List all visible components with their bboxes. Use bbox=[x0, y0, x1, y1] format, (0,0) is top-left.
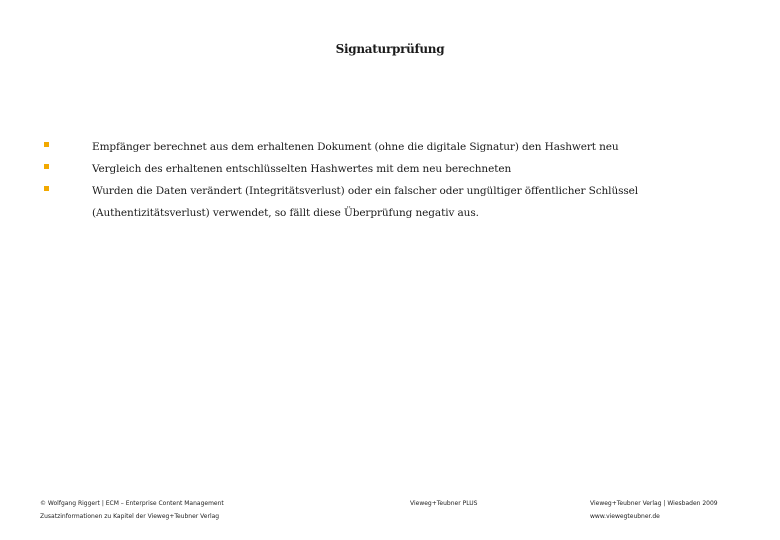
footer-center bbox=[410, 497, 530, 510]
footer-website: www.viewegteubner.de bbox=[590, 513, 660, 520]
bullet-text: Vergleich des erhaltenen entschlüsselten Hashwertes mit dem neu berechneten bbox=[92, 163, 512, 175]
square-bullet-icon bbox=[44, 142, 49, 147]
bullet-item bbox=[44, 180, 744, 224]
square-bullet-icon bbox=[44, 164, 49, 169]
bullet-text: Empfänger berechnet aus dem erhaltenen Dokument (ohne die digitale Signatur) den Hashwert neu bbox=[92, 141, 619, 153]
square-bullet-icon bbox=[44, 186, 49, 191]
footer-right bbox=[590, 497, 760, 523]
bullet-item bbox=[44, 136, 744, 158]
footer-copyright: © Wolfgang Riggert | ECM – Enterprise Content Management bbox=[40, 500, 224, 507]
footer-publisher: Vieweg+Teubner Verlag | Wiesbaden 2009 bbox=[590, 500, 718, 507]
bullet-item bbox=[44, 158, 744, 180]
slide-title: Signaturprüfung bbox=[335, 42, 445, 56]
footer-supplement-note: Zusatzinformationen zu Kapitel der Vieweg+Teubner Verlag bbox=[40, 513, 220, 520]
bullet-text: Wurden die Daten verändert (Integritätsverlust) oder ein falscher oder ungültiger öffentlicher Schlüssel (Authentizitätsverlust) verwendet, so fällt diese Überprüfung negativ aus. bbox=[92, 185, 639, 219]
bullet-list bbox=[44, 136, 744, 224]
footer-publisher-plus: Vieweg+Teubner PLUS bbox=[410, 500, 478, 507]
footer-left bbox=[40, 497, 280, 523]
